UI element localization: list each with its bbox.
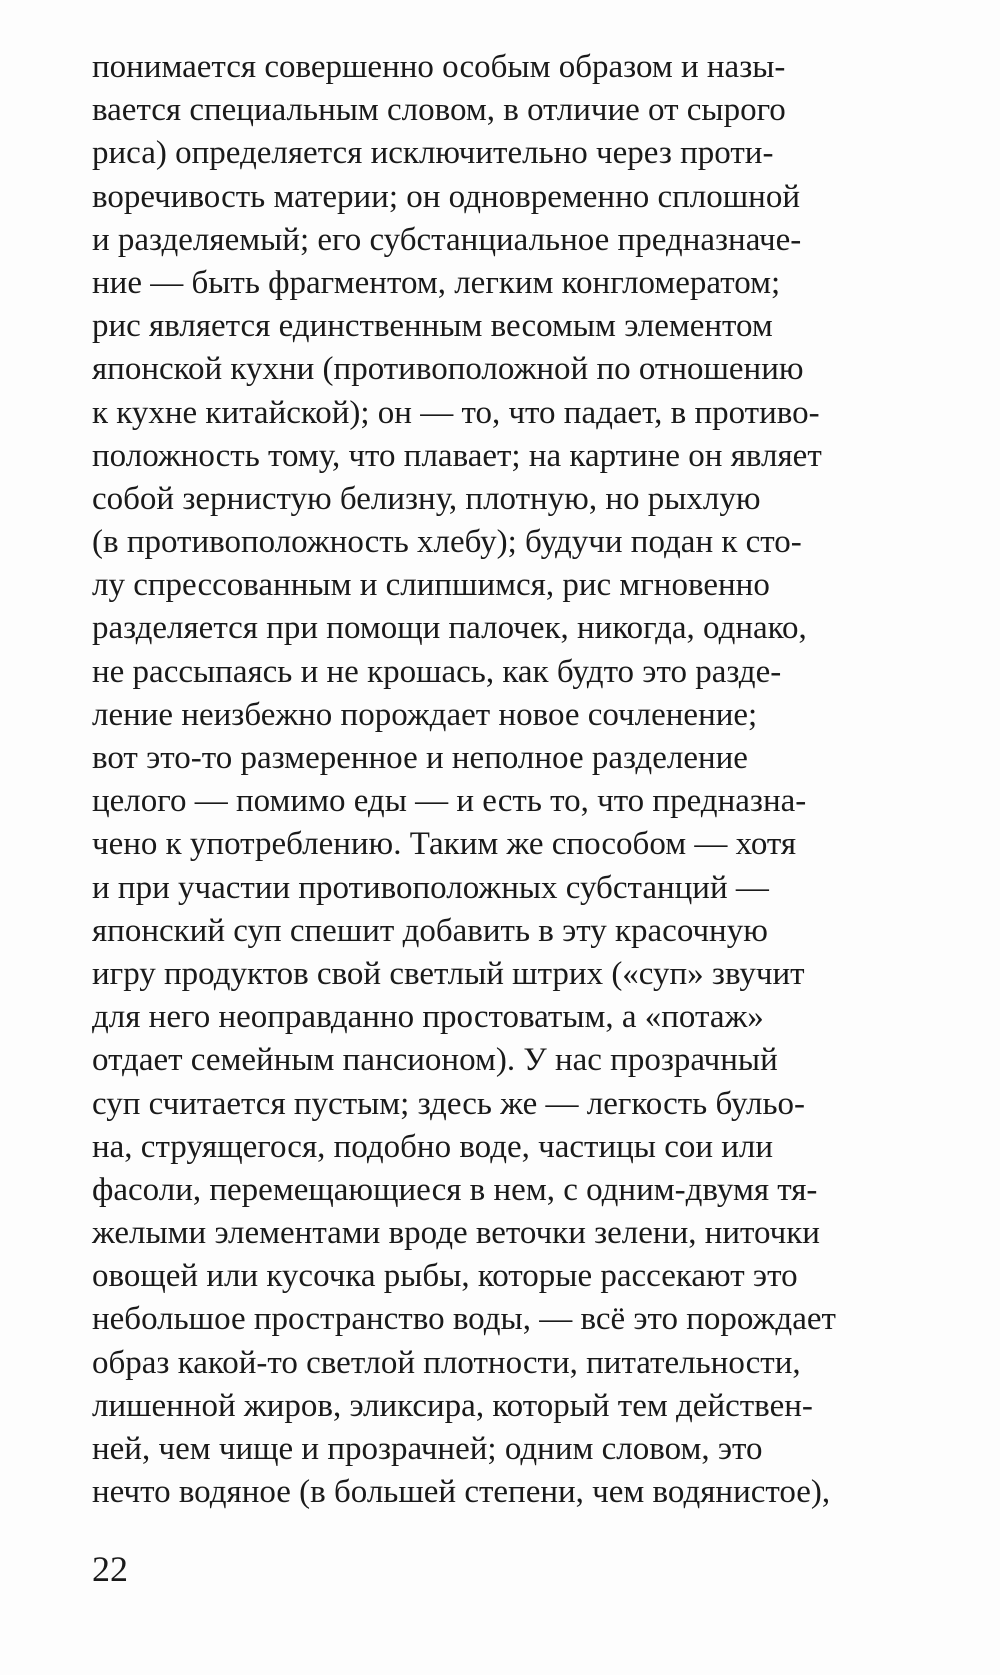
- text-line: японский суп спешит добавить в эту красочную: [92, 912, 768, 949]
- text-line: желыми элементами вроде веточки зелени, ниточки: [92, 1215, 820, 1252]
- text-line: вот это-то размеренное и неполное разделение: [92, 740, 748, 776]
- text-line: не рассыпаясь и не крошась, как будто это разде-: [92, 653, 782, 690]
- text-line: образ какой-то светлой плотности, питательности,: [92, 1344, 801, 1381]
- text-line: положность тому, что плавает; на картине он являет: [92, 437, 822, 474]
- text-line: отдает семейным пансионом). У нас прозрачный: [92, 1042, 778, 1079]
- text-line: к кухне китайской); он — то, что падает, в противо-: [92, 394, 820, 431]
- text-line: для него неоправданно простоватым, а «потаж»: [92, 999, 764, 1036]
- text-line: понимается совершенно особым образом и назы-: [92, 49, 786, 85]
- text-line: японской кухни (противоположной по отношению: [92, 351, 804, 388]
- text-line: и при участии противоположных субстанций —: [92, 869, 769, 906]
- text-line: нечто водяное (в большей степени, чем водянистое),: [92, 1474, 831, 1511]
- text-line: лишенной жиров, эликсира, который тем действен-: [92, 1387, 813, 1424]
- text-line: ней, чем чище и прозрачней; одним словом, это: [92, 1431, 763, 1467]
- text-line: и разделяемый; его субстанциальное предназначе-: [92, 221, 802, 258]
- text-line: воречивость материи; он одновременно сплошной: [92, 178, 800, 215]
- text-line: целого — помимо еды — и есть то, что предназна-: [92, 783, 807, 820]
- text-line: чено к употреблению. Таким же способом — хотя: [92, 826, 797, 863]
- text-line: риса) определяется исключительно через проти-: [92, 135, 774, 172]
- text-line: овощей или кусочка рыбы, которые рассекают это: [92, 1258, 798, 1295]
- text-line: лу спрессованным и слипшимся, рис мгновенно: [92, 567, 770, 604]
- text-line: (в противоположность хлебу); будучи подан к сто-: [92, 524, 802, 561]
- text-line: суп считается пустым; здесь же — легкость бульо-: [92, 1085, 806, 1122]
- text-line: на, струящегося, подобно воде, частицы сои или: [92, 1128, 774, 1165]
- text-line: игру продуктов свой светлый штрих («суп» звучит: [92, 955, 805, 992]
- text-line: разделяется при помощи палочек, никогда, однако,: [92, 610, 807, 647]
- body-text: [92, 46, 972, 1514]
- text-line: рис является единственным весомым элементом: [92, 308, 773, 345]
- page-number: 22: [92, 1549, 128, 1589]
- text-line: ние — быть фрагментом, легким конгломератом;: [92, 264, 781, 301]
- text-line: вается специальным словом, в отличие от сырого: [92, 92, 786, 129]
- text-line: ление неизбежно порождает новое сочленение;: [92, 696, 758, 733]
- text-line: небольшое пространство воды, — всё это порождает: [92, 1301, 836, 1338]
- text-line: собой зернистую белизну, плотную, но рыхлую: [92, 480, 761, 517]
- text-line: фасоли, перемещающиеся в нем, с одним-двумя тя-: [92, 1171, 818, 1208]
